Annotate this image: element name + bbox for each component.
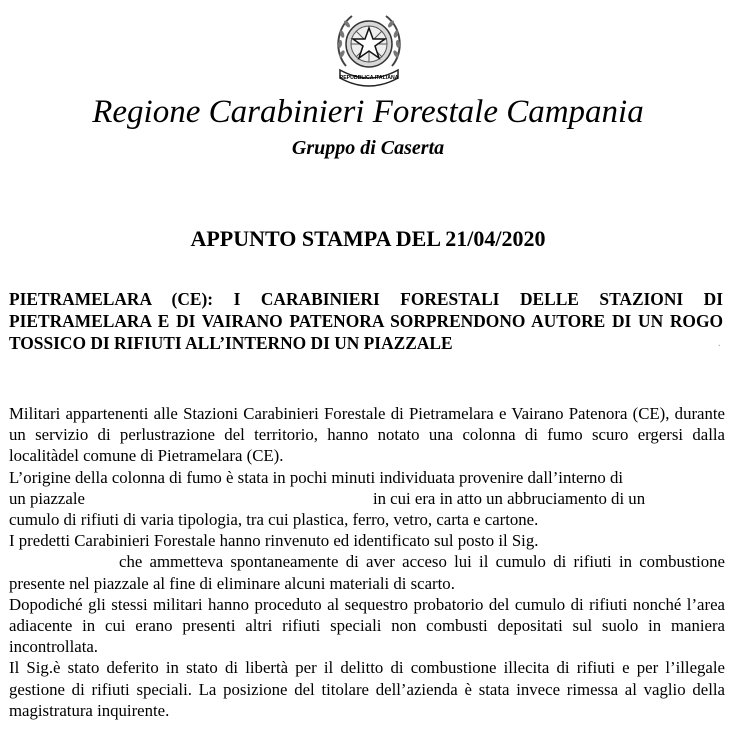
document-body xyxy=(9,403,725,721)
paragraph-3-rest: che ammetteva spontaneamente di aver acceso lui il cumulo di rifiuti in combustione presente nel piazzale al fine di eliminare alcuni materiali di scarto. xyxy=(9,552,725,593)
paragraph-1 xyxy=(9,403,725,467)
paragraph-2-line-3: cumulo di rifiuti di varia tipologia, tra cui plastica, ferro, vetro, carta e cartone. xyxy=(9,509,539,529)
paragraph-2-line-2 xyxy=(9,488,725,509)
subject-mark: . xyxy=(718,338,721,349)
paragraph-2-mid: in cui era in atto un abbruciamento di un xyxy=(372,488,646,508)
paragraph-5 xyxy=(9,657,725,721)
paragraph-5-rest: è stato deferito in stato di libertà per il delitto di combustione illecita di rifiuti e per l’illegale gestione di rifiuti speciali. La posizione del titolare dell’azienda è stata invece rimessa al vaglio della magistratura inquirente. xyxy=(9,658,725,720)
document-heading: APPUNTO STAMPA DEL 21/04/2020 xyxy=(190,226,546,251)
repubblica-italiana-emblem-icon xyxy=(328,4,410,88)
paragraph-5-start: Il Sig. xyxy=(9,658,54,678)
subject-paragraph: PIETRAMELARA (CE): I CARABINIERI FORESTALI DELLE STAZIONI DI PIETRAMELARA E DI VAIRANO PATENORA SORPRENDONO AUTORE DI UN ROGO TOSSICO DI RIFIUTI ALL’INTERNO DI UN PIAZZALE xyxy=(9,289,723,353)
organization-title: Regione Carabinieri Forestale Campania xyxy=(92,94,644,130)
paragraph-1-end: del comune di Pietramelara (CE). xyxy=(58,446,284,466)
paragraph-2-start: un piazzale xyxy=(9,488,85,508)
paragraph-4: Dopodiché gli stessi militari hanno proceduto al sequestro probatorio del cumulo di rifiuti nonché l’area adiacente in cui erano presenti altri rifiuti speciali non combusti depositati sul suolo in maniera incontrollata. xyxy=(9,594,725,657)
emblem-ribbon-text: REPUBBLICA ITALIANA xyxy=(339,75,399,81)
group-subtitle: Gruppo di Caserta xyxy=(291,137,445,159)
paragraph-2-line-1: L’origine della colonna di fumo è stata in pochi minuti individuata provenire dall’interno di xyxy=(9,467,624,487)
paragraph-3-line-1: I predetti Carabinieri Forestale hanno rinvenuto ed identificato sul posto il Sig. xyxy=(9,531,539,551)
paragraph-1-text: Militari appartenenti alle Stazioni Carabinieri Forestale di Pietramelara e Vairano Patenora (CE), durante un servizio di perlustrazione del territorio, hanno notato una colonna di fumo scuro ergersi dalla località xyxy=(9,404,725,466)
